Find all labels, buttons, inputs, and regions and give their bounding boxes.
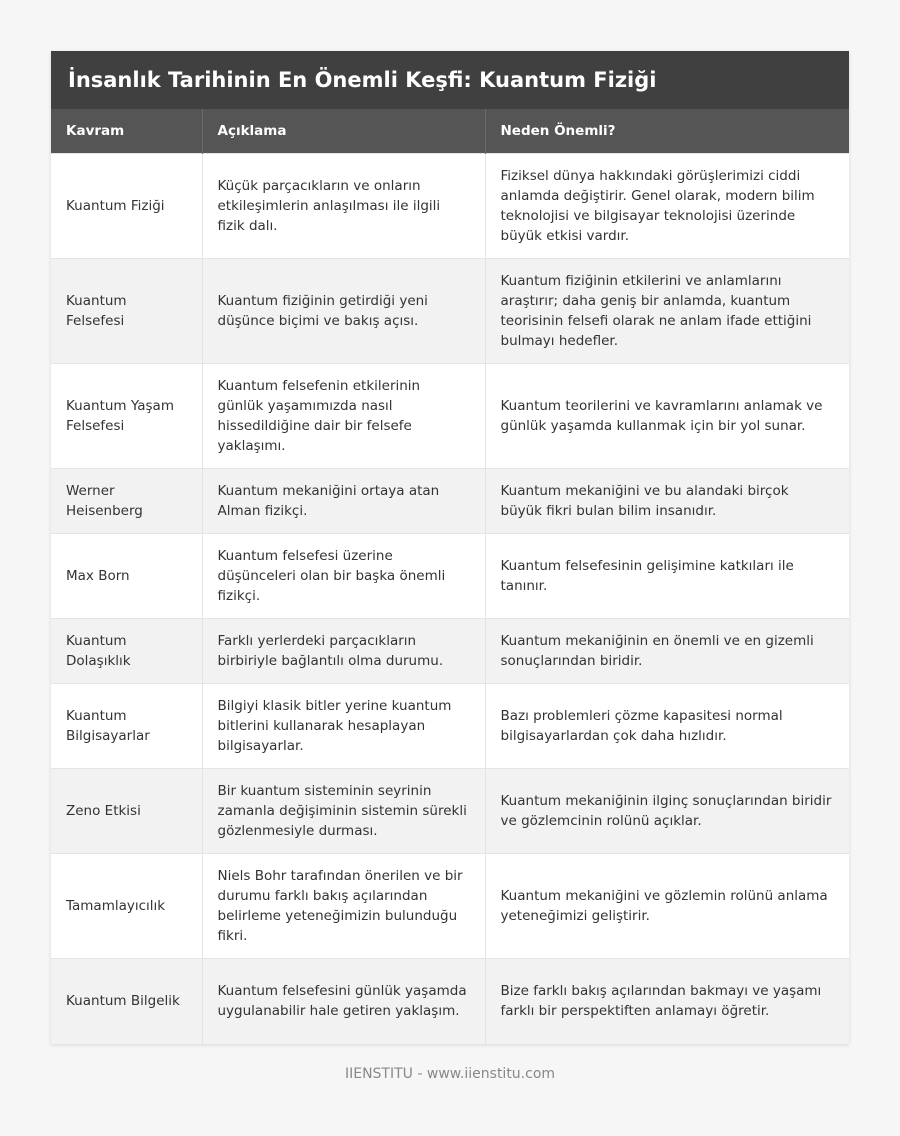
table-row (51, 619, 849, 684)
cell-concept: Kuantum Fiziği (51, 154, 202, 259)
cell-importance: Kuantum teorilerini ve kavramlarını anlamak ve günlük yaşamda kullanmak için bir yol sunar. (485, 364, 849, 469)
cell-description: Kuantum mekaniğini ortaya atan Alman fizikçi. (202, 469, 485, 534)
column-header-neden-onemli: Neden Önemli? (485, 109, 849, 154)
cell-description: Kuantum felsefenin etkilerinin günlük yaşamımızda nasıl hissedildiğine dair bir felsefe yaklaşımı. (202, 364, 485, 469)
page-title: İnsanlık Tarihinin En Önemli Keşfi: Kuantum Fiziği (51, 51, 849, 109)
cell-concept: Zeno Etkisi (51, 769, 202, 854)
cell-importance: Bize farklı bakış açılarından bakmayı ve yaşamı farklı bir perspektiften anlamayı öğretir. (485, 959, 849, 1044)
table-row (51, 364, 849, 469)
cell-description: Kuantum fiziğinin getirdiği yeni düşünce biçimi ve bakış açısı. (202, 259, 485, 364)
cell-description: Kuantum felsefesi üzerine düşünceleri olan bir başka önemli fizikçi. (202, 534, 485, 619)
cell-concept: Kuantum Felsefesi (51, 259, 202, 364)
cell-importance: Kuantum mekaniğinin en önemli ve en gizemli sonuçlarından biridir. (485, 619, 849, 684)
column-header-aciklama: Açıklama (202, 109, 485, 154)
cell-importance: Kuantum mekaniğini ve gözlemin rolünü anlama yeteneğimizi geliştirir. (485, 854, 849, 959)
cell-concept: Max Born (51, 534, 202, 619)
cell-importance: Fiziksel dünya hakkındaki görüşlerimizi ciddi anlamda değiştirir. Genel olarak, modern bilim teknolojisi ve bilgisayar teknolojisi üzerinde büyük etkisi vardır. (485, 154, 849, 259)
cell-concept: Tamamlayıcılık (51, 854, 202, 959)
concepts-table (51, 109, 849, 1044)
table-row (51, 684, 849, 769)
cell-importance: Kuantum fiziğinin etkilerini ve anlamlarını araştırır; daha geniş bir anlamda, kuantum teorisinin felsefi olarak ne anlam ifade ettiğini bulmayı hedefler. (485, 259, 849, 364)
table-row (51, 534, 849, 619)
table-row (51, 259, 849, 364)
table-row (51, 469, 849, 534)
table-card (51, 51, 849, 1044)
cell-description: Bilgiyi klasik bitler yerine kuantum bitlerini kullanarak hesaplayan bilgisayarlar. (202, 684, 485, 769)
cell-concept: Kuantum Bilgisayarlar (51, 684, 202, 769)
column-header-kavram: Kavram (51, 109, 202, 154)
cell-importance: Kuantum mekaniğini ve bu alandaki birçok büyük fikri bulan bilim insanıdır. (485, 469, 849, 534)
cell-concept: Kuantum Dolaşıklık (51, 619, 202, 684)
cell-concept: Werner Heisenberg (51, 469, 202, 534)
cell-description: Kuantum felsefesini günlük yaşamda uygulanabilir hale getiren yaklaşım. (202, 959, 485, 1044)
table-row (51, 854, 849, 959)
footer-credit: IIENSTITU - www.iienstitu.com (344, 1066, 556, 1082)
cell-importance: Bazı problemleri çözme kapasitesi normal bilgisayarlardan çok daha hızlıdır. (485, 684, 849, 769)
cell-description: Bir kuantum sisteminin seyrinin zamanla değişiminin sistemin sürekli gözlenmesiyle durması. (202, 769, 485, 854)
cell-description: Küçük parçacıkların ve onların etkileşimlerin anlaşılması ile ilgili fizik dalı. (202, 154, 485, 259)
cell-importance: Kuantum felsefesinin gelişimine katkıları ile tanınır. (485, 534, 849, 619)
table-header-row (51, 109, 849, 154)
cell-importance: Kuantum mekaniğinin ilginç sonuçlarından biridir ve gözlemcinin rolünü açıklar. (485, 769, 849, 854)
cell-concept: Kuantum Bilgelik (51, 959, 202, 1044)
table-row (51, 959, 849, 1044)
cell-description: Farklı yerlerdeki parçacıkların birbiriyle bağlantılı olma durumu. (202, 619, 485, 684)
cell-concept: Kuantum Yaşam Felsefesi (51, 364, 202, 469)
cell-description: Niels Bohr tarafından önerilen ve bir durumu farklı bakış açılarından belirleme yeteneğimizin bulunduğu fikri. (202, 854, 485, 959)
table-row (51, 769, 849, 854)
table-row (51, 154, 849, 259)
